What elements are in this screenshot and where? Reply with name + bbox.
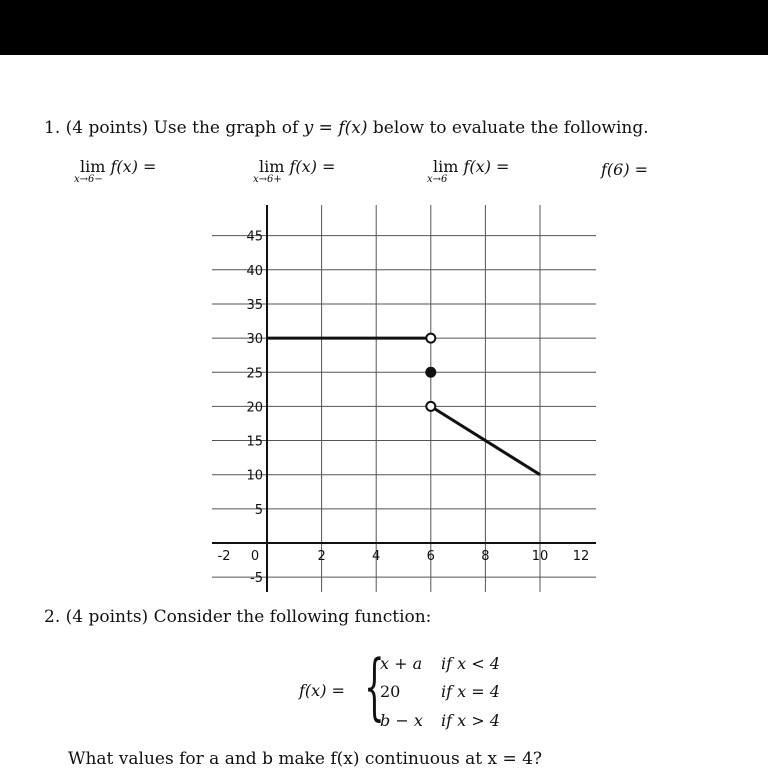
y-tick-label: 40 [246,263,263,279]
question-2-header [44,607,431,627]
y-tick-label: 10 [246,468,263,484]
y-tick-label: -5 [250,571,263,587]
q1-text-a: Use the graph of [153,118,299,138]
limit-right-word: lim [259,157,285,176]
y-tick-label: 25 [246,366,263,382]
case-2-expr: 20 [380,682,401,701]
case-3-expr: b − x [380,711,423,730]
graph-axes [212,205,596,592]
q1-text-b: below to evaluate the following. [372,118,649,138]
piecewise-lhs: f(x) = [299,681,345,700]
y-tick-label: 20 [246,400,263,416]
y-tick-label: 15 [246,434,263,450]
q1-number: 1. [44,118,61,138]
x-tick-label: 6 [426,549,435,564]
f-of-6: f(6) = [601,160,649,179]
y-tick-label: 5 [254,502,263,518]
limit-two-sided-word: lim [433,157,459,176]
limit-two-sided-sub: x→6 [427,174,448,185]
x-tick-label: -2 [217,549,231,564]
limit-left-word: lim [80,157,106,176]
x-tick-label: 12 [572,549,590,564]
x-tick-label: 2 [317,549,326,564]
x-tick-label: 4 [372,549,381,564]
y-tick-label: 35 [246,297,263,313]
closed-point [426,368,435,377]
q2-points: (4 points) [65,607,149,627]
y-tick-label: 45 [246,229,263,245]
limit-right-sub: x→6+ [253,174,282,185]
graph-grid [212,205,596,592]
x-tick-label: 10 [531,549,549,564]
piecewise-brace: { [364,644,385,728]
open-point [426,402,435,411]
q1-points: (4 points) [65,118,149,138]
case-1-cond: if x < 4 [441,654,500,673]
q1-equation: y = f(x) [303,118,368,138]
x-tick-label: 8 [481,549,490,564]
y-tick-label: 30 [246,332,263,348]
limit-left-sub: x→6− [74,174,103,185]
limit-right-func: f(x) = [289,157,336,176]
x-tick-label: 0 [250,549,260,564]
limit-two-sided-func: f(x) = [463,157,510,176]
limit-left-func: f(x) = [110,157,157,176]
q2-question: What values for a and b make f(x) continuous at x = 4? [68,749,543,769]
q2-text: Consider the following function: [153,607,432,627]
case-3-cond: if x > 4 [441,711,500,730]
q2-number: 2. [44,607,61,627]
case-2-cond: if x = 4 [441,682,500,701]
open-point [426,334,435,343]
graph-tick-labels [218,230,590,587]
case-1-expr: x + a [380,654,423,673]
